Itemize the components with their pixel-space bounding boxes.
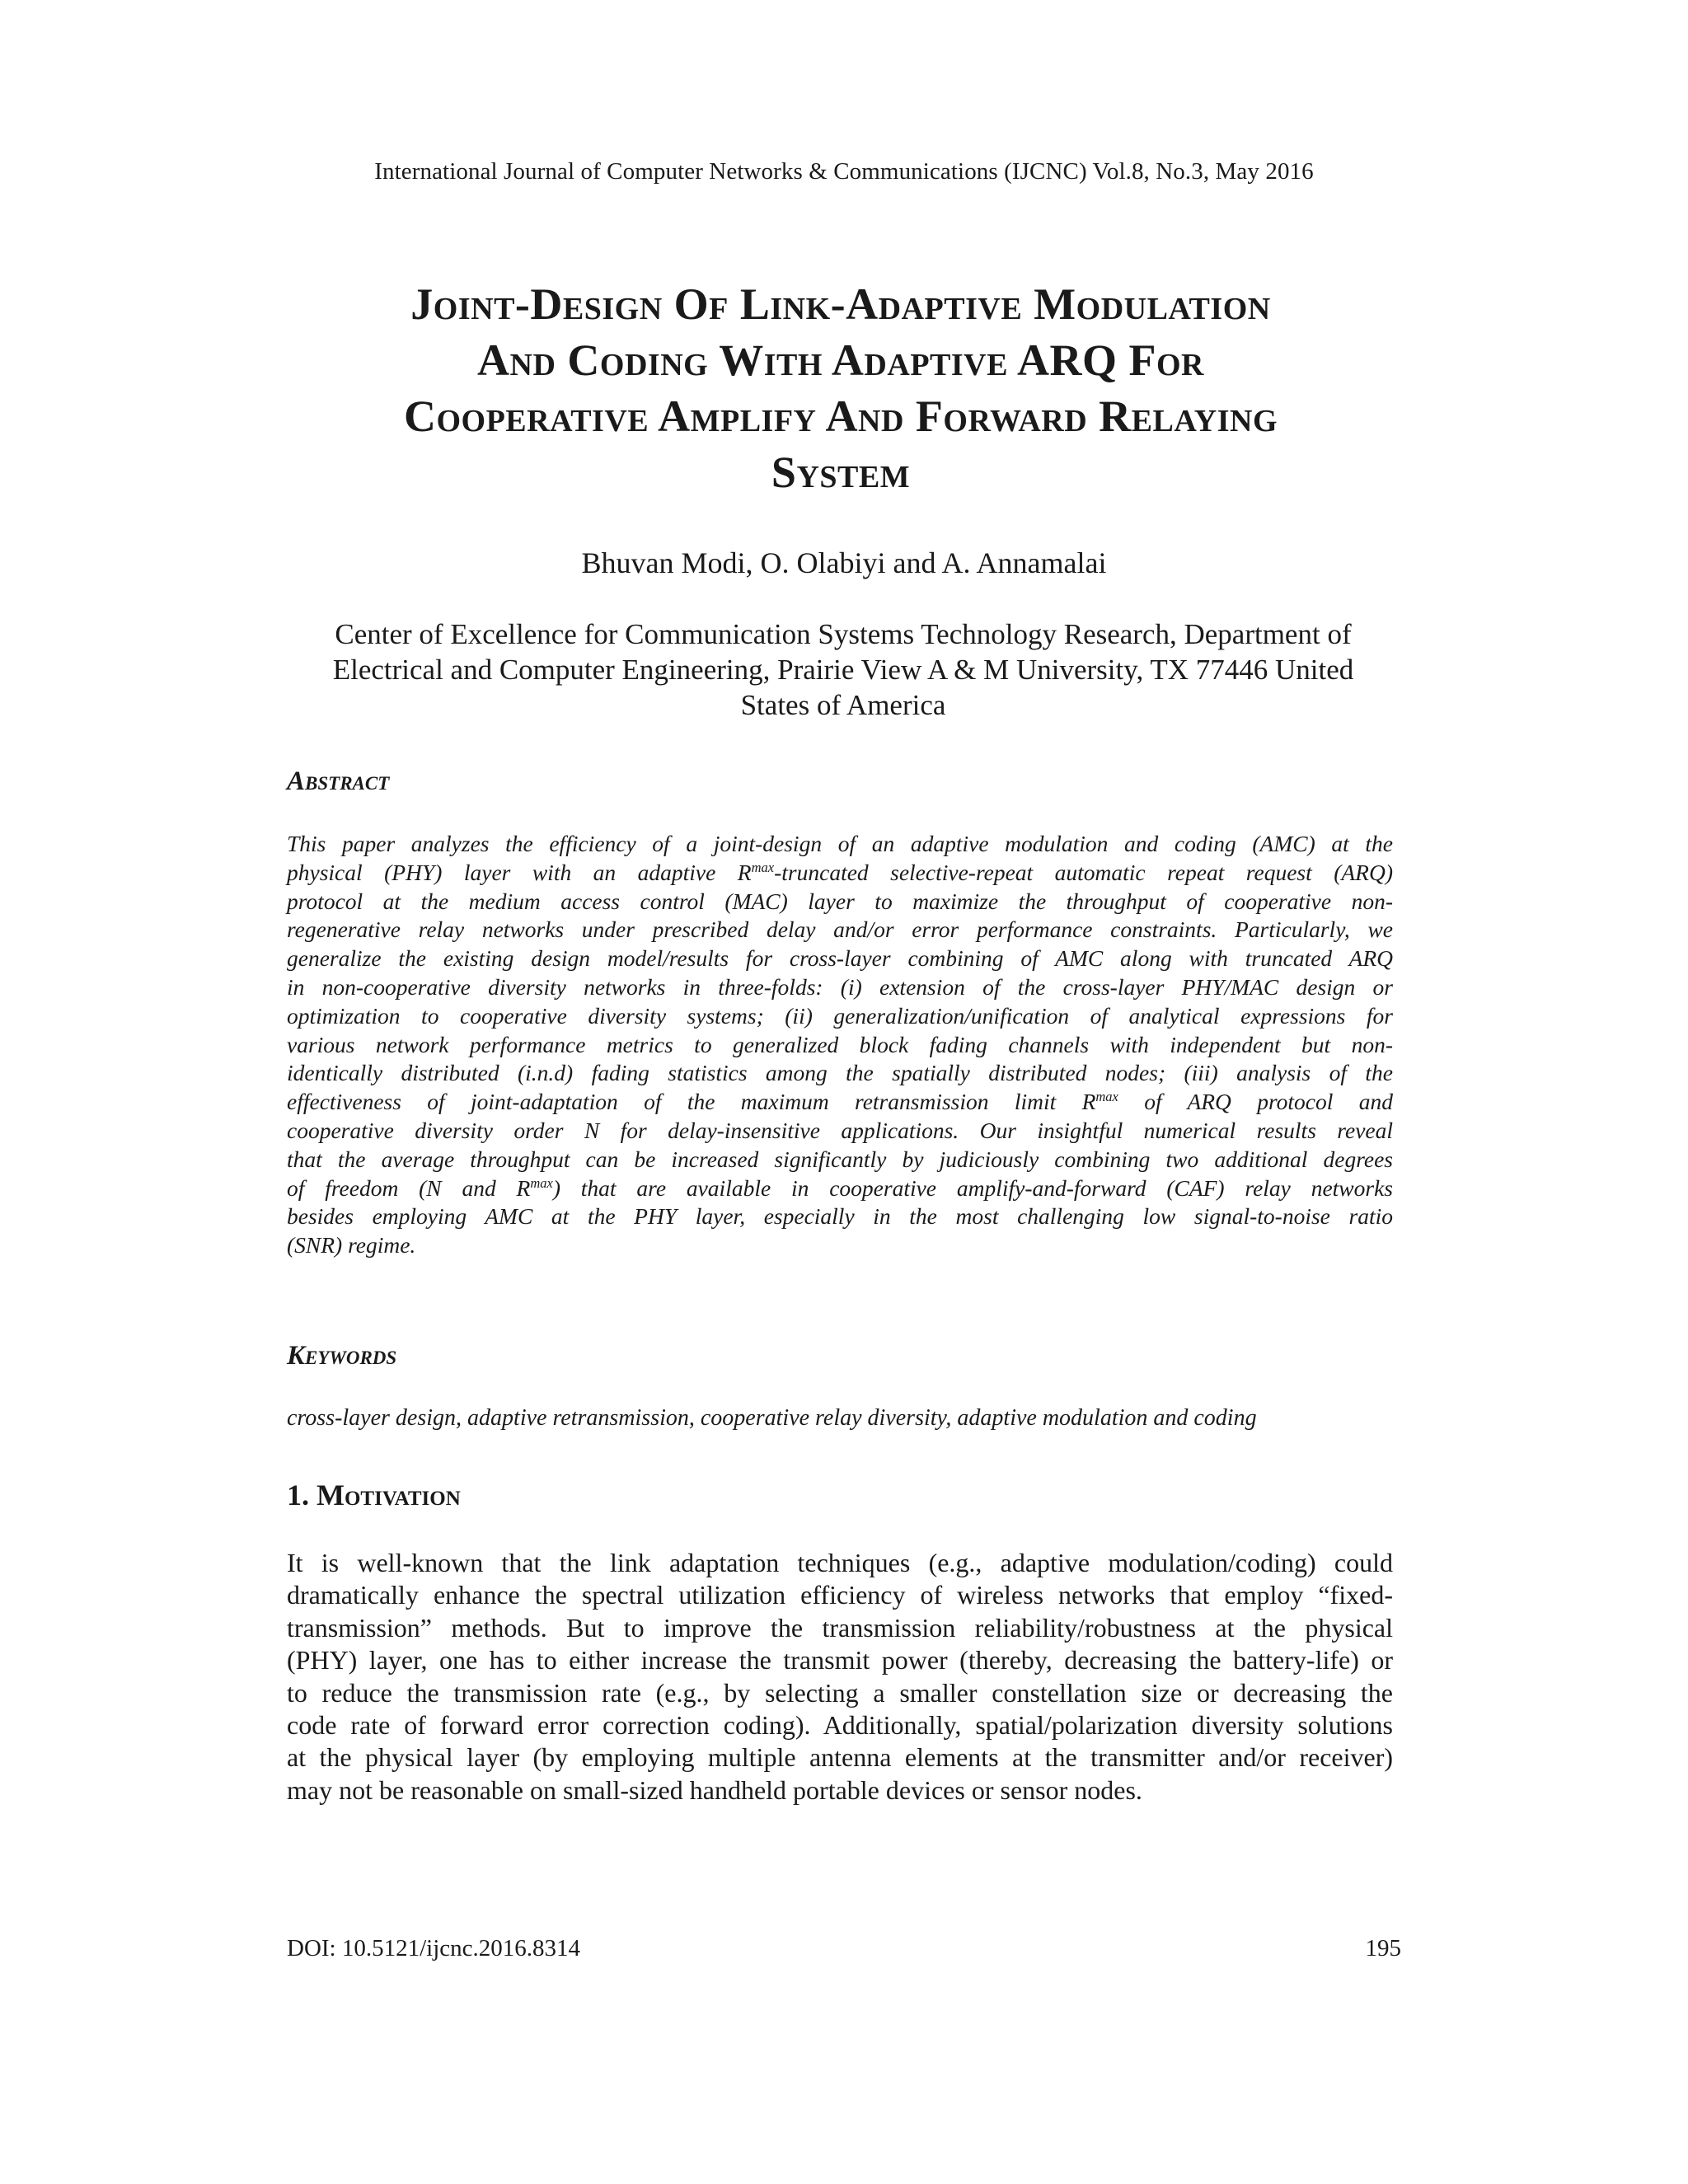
abstract-line: besides employing AMC at the PHY layer, especially in the most challenging low signal-to-noise ratio <box>287 1203 1393 1230</box>
abstract-fragment: -truncated selective-repeat automatic repeat request (ARQ) <box>774 859 1393 885</box>
title-line: And Coding With Adaptive ARQ For <box>477 335 1204 385</box>
affiliation-line: States of America <box>740 689 946 721</box>
abstract-fragment: effectiveness of joint-adaptation of the maximum retransmission limit R <box>287 1089 1096 1115</box>
body-line: may not be reasonable on small-sized handheld portable devices or sensor nodes. <box>287 1774 1142 1805</box>
abstract-text <box>287 830 1393 1260</box>
paper-title <box>247 276 1434 500</box>
body-line: transmission” methods. But to improve the transmission reliability/robustness at the physical <box>287 1612 1393 1643</box>
abstract-fragment: of ARQ protocol and <box>1118 1089 1393 1115</box>
abstract-line: generalize the existing design model/results for cross-layer combining of AMC along with truncated ARQ <box>287 945 1393 972</box>
doi-footer: DOI: 10.5121/ijcnc.2016.8314 <box>287 1935 581 1961</box>
abstract-fragment: of freedom (N and R <box>287 1174 531 1201</box>
body-line: at the physical layer (by employing multiple antenna elements at the transmitter and/or receiver) <box>287 1742 1393 1773</box>
abstract-heading: Abstract <box>287 766 390 796</box>
keywords-text: cross-layer design, adaptive retransmission, cooperative relay diversity, adaptive modulation and coding <box>287 1405 1257 1431</box>
keywords-heading: Keywords <box>287 1341 397 1371</box>
body-line: code rate of forward error correction coding). Additionally, spatial/polarization diversity solutions <box>287 1710 1393 1741</box>
title-line: System <box>771 448 911 497</box>
abstract-line: cooperative diversity order N for delay-insensitive applications. Our insightful numerical results reveal <box>287 1117 1393 1143</box>
superscript-max: max <box>1095 1089 1118 1105</box>
abstract-line <box>287 1088 1393 1117</box>
body-line: to reduce the transmission rate (e.g., by selecting a smaller constellation size or decreasing the <box>287 1677 1393 1708</box>
abstract-line: identically distributed (i.n.d) fading statistics among the spatially distributed nodes; (iii) analysis of the <box>287 1060 1393 1086</box>
section-heading-motivation: 1. Motivation <box>287 1479 461 1511</box>
affiliation-line: Electrical and Computer Engineering, Prairie View A & M University, TX 77446 United <box>332 654 1354 686</box>
abstract-fragment: ) that are available in cooperative amplify-and-forward (CAF) relay networks <box>552 1174 1393 1201</box>
abstract-line <box>287 1174 1393 1203</box>
author-list: Bhuvan Modi, O. Olabiyi and A. Annamalai <box>581 546 1107 579</box>
abstract-line: in non-cooperative diversity networks in three-folds: (i) extension of the cross-layer PHY/MAC design or <box>287 973 1393 1000</box>
affiliation <box>272 616 1414 723</box>
body-line: dramatically enhance the spectral utilization efficiency of wireless networks that employ “fixed- <box>287 1580 1393 1610</box>
abstract-line: that the average throughput can be increased significantly by judiciously combining two additional degrees <box>287 1146 1393 1172</box>
affiliation-line: Center of Excellence for Communication Systems Technology Research, Department of <box>335 618 1352 650</box>
abstract-line <box>287 859 1393 888</box>
title-line: Cooperative Amplify And Forward Relaying <box>403 391 1278 441</box>
abstract-line: This paper analyzes the efficiency of a joint-design of an adaptive modulation and coding (AMC) at the <box>287 831 1393 856</box>
abstract-line: protocol at the medium access control (MAC) layer to maximize the throughput of cooperative non- <box>287 888 1393 914</box>
superscript-max: max <box>530 1174 553 1191</box>
section-body-motivation <box>287 1547 1393 1807</box>
abstract-line: regenerative relay networks under prescribed delay and/or error performance constraints. Particularly, we <box>287 916 1393 943</box>
body-line: (PHY) layer, one has to either increase the transmit power (thereby, decreasing the battery-life) or <box>287 1645 1393 1675</box>
running-header: International Journal of Computer Networks & Communications (IJCNC) Vol.8, No.3, May 2016 <box>374 158 1314 185</box>
title-line: Joint-Design Of Link-Adaptive Modulation <box>410 279 1271 329</box>
abstract-line: (SNR) regime. <box>287 1232 416 1258</box>
page-number: 195 <box>1365 1935 1401 1961</box>
superscript-max: max <box>751 859 775 875</box>
abstract-fragment: physical (PHY) layer with an adaptive R <box>287 859 752 885</box>
abstract-line: various network performance metrics to generalized block fading channels with independent but non- <box>287 1031 1393 1057</box>
abstract-line: optimization to cooperative diversity systems; (ii) generalization/unification of analytical expressions for <box>287 1002 1393 1029</box>
body-line: It is well-known that the link adaptation techniques (e.g., adaptive modulation/coding) could <box>287 1548 1393 1577</box>
